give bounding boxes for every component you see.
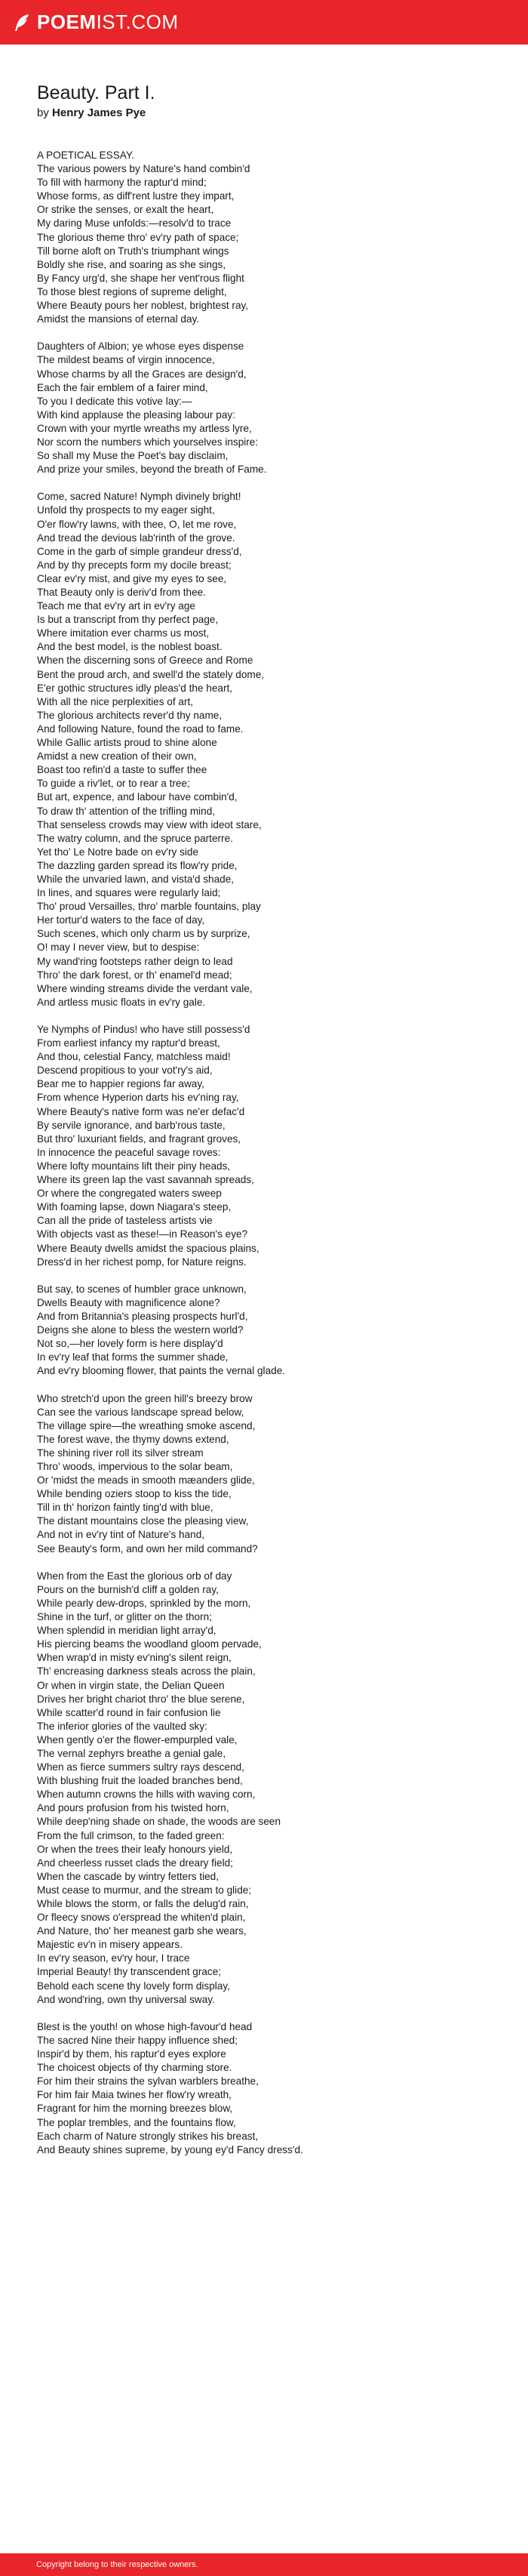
poem-line: But say, to scenes of humbler grace unknown, — [37, 1283, 247, 1295]
poem-line: And by thy precepts form my docile breast; — [37, 559, 232, 571]
poem-line: Or where the congregated waters sweep — [37, 1188, 222, 1200]
poem-line: Pours on the burnish'd cliff a golden ray, — [37, 1583, 219, 1595]
poem-line: Descend propitious to your vot'ry's aid, — [37, 1065, 213, 1077]
poem-line: While Gallic artists proud to shine alone — [37, 737, 217, 749]
poem-line: O'er flow'ry lawns, with thee, O, let me rove, — [37, 518, 237, 530]
poem-line: By Fancy urg'd, she shape her vent'rous flight — [37, 272, 244, 284]
poem-line: While pearly dew-drops, sprinkled by the morn, — [37, 1597, 251, 1609]
logo-text-light: IST.COM — [96, 11, 179, 33]
poem-line: That senseless crowds may view with ideot stare, — [37, 818, 262, 830]
poem-line: The choicest objects of thy charming store. — [37, 2062, 232, 2074]
poem-line: And pours profusion from his twisted horn, — [37, 1802, 229, 1814]
poem-line: In ev'ry season, ev'ry hour, I trace — [37, 1952, 190, 1964]
poem-line: When from the East the glorious orb of day — [37, 1570, 232, 1582]
poem-line: But art, expence, and labour have combin'd, — [37, 791, 238, 803]
poem-line: Till borne aloft on Truth's triumphant wings — [37, 245, 229, 257]
poem-line: With all the nice perplexities of art, — [37, 695, 194, 707]
poem-line: The forest wave, the thymy downs extend, — [37, 1433, 229, 1445]
poem-line: See Beauty's form, and own her mild command? — [37, 1542, 258, 1555]
poem-line: And thou, celestial Fancy, matchless maid! — [37, 1051, 231, 1063]
poem-line: Tho' proud Versailles, thro' marble fountains, play — [37, 901, 261, 913]
poem-line: The watry column, and the spruce parterre. — [37, 832, 233, 844]
poem-line: While scatter'd round in fair confusion lie — [37, 1706, 221, 1718]
poem-line: Drives her bright chariot thro' the blue serene, — [37, 1693, 245, 1705]
poem-line: Come, sacred Nature! Nymph divinely bright! — [37, 491, 241, 503]
poem-line: Where Beauty pours her noblest, brightest ray, — [37, 300, 249, 312]
poem-line: Boast too refin'd a taste to suffer thee — [37, 764, 207, 776]
poem-line: In lines, and squares were regularly laid; — [37, 887, 221, 899]
poem-line: Dwells Beauty with magnificence alone? — [37, 1296, 220, 1308]
poem-line: Where Beauty's native form was ne'er defac'd — [37, 1105, 245, 1117]
poem-line: The shining river roll its silver stream — [37, 1447, 204, 1459]
poem-line: And tread the devious lab'rinth of the grove. — [37, 532, 235, 544]
poem-line: Unfold thy prospects to my eager sight, — [37, 504, 215, 516]
poem-line: The glorious theme thro' ev'ry path of space; — [37, 231, 239, 243]
poem-line: Or strike the senses, or exalt the heart, — [37, 204, 214, 216]
logo-text-bold: POEM — [37, 11, 97, 33]
poem-line: The poplar trembles, and the fountains flow, — [37, 2116, 236, 2128]
poem-title: Beauty. Part I. — [37, 82, 155, 103]
poem-line: Daughters of Albion; ye whose eyes dispense — [37, 340, 244, 353]
poem-line: E'er gothic structures idly pleas'd the heart, — [37, 682, 233, 694]
poem-line: To you I dedicate this votive lay:— — [37, 395, 192, 407]
poem-line: Majestic ev'n in misery appears. — [37, 1939, 183, 1951]
poem-stanza — [37, 149, 505, 326]
poem-line: Fragrant for him the morning breezes blow, — [37, 2103, 233, 2115]
poem-line: The dazzling garden spread its flow'ry pride, — [37, 859, 238, 871]
copyright-text: Copyright belong to their respective owners. — [36, 2560, 198, 2569]
poem-line: And following Nature, found the road to fame. — [37, 723, 244, 735]
poem-line: The vernal zephyrs breathe a genial gale, — [37, 1747, 226, 1759]
poem-line: Boldly she rise, and soaring as she sings, — [37, 258, 226, 270]
byline — [37, 106, 505, 121]
poem-line: My wand'ring footsteps rather deign to lead — [37, 955, 233, 967]
poem-stanza — [37, 1570, 505, 2007]
poem-line: Where lofty mountains lift their piny heads, — [37, 1160, 231, 1172]
poem-line: While bending oziers stoop to kiss the tide, — [37, 1488, 232, 1500]
poem-line: Till in th' horizon faintly ting'd with blue, — [37, 1502, 213, 1514]
author-link[interactable]: Henry James Pye — [52, 106, 146, 119]
poem-line: Th' encreasing darkness steals across the plain, — [37, 1665, 256, 1678]
poem-line: Crown with your myrtle wreaths my artless lyre, — [37, 422, 252, 434]
poem-line: And from Britannia's pleasing prospects hurl'd, — [37, 1310, 248, 1322]
poem-line: Deigns she alone to bless the western world? — [37, 1324, 244, 1336]
poem-line: Where imitation ever charms us most, — [37, 627, 210, 639]
poem-line: His piercing beams the woodland gloom pervade, — [37, 1638, 262, 1650]
poem-line: Where Beauty dwells amidst the spacious plains, — [37, 1242, 259, 1254]
poem-line: And prize your smiles, beyond the breath of Fame. — [37, 464, 267, 476]
poem-line: Each charm of Nature strongly strikes his breast, — [37, 2130, 259, 2142]
poem-line: When gently o'er the flower-empurpled vale, — [37, 1733, 238, 1746]
poem-line: When splendid in meridian light array'd, — [37, 1625, 216, 1637]
poem-line: Yet tho' Le Notre bade on ev'ry side — [37, 846, 199, 858]
site-logo[interactable] — [12, 11, 179, 34]
top-bar — [0, 0, 528, 45]
poem-line: In innocence the peaceful savage roves: — [37, 1146, 221, 1158]
poem-line: To guide a riv'let, or to rear a tree; — [37, 778, 190, 790]
poem-line: Blest is the youth! on whose high-favour'd head — [37, 2020, 253, 2032]
poem-line: The distant mountains close the pleasing view, — [37, 1515, 249, 1527]
poem-line: Can see the various landscape spread below, — [37, 1406, 244, 1418]
poem-line: Such scenes, which only charm us by surprize, — [37, 928, 250, 940]
poem-line: While blows the storm, or falls the delug'd rain, — [37, 1898, 249, 1909]
by-label: by — [37, 106, 49, 119]
poem-line: And artless music floats in ev'ry gale. — [37, 996, 206, 1008]
poem-line: Nor scorn the numbers which yourselves inspire: — [37, 436, 259, 448]
poem-line: When the discerning sons of Greece and Rome — [37, 655, 253, 667]
poem-line: For him fair Maia twines her flow'ry wreath, — [37, 2089, 232, 2101]
poem-line: While deep'ning shade on shade, the woods are seen — [37, 1816, 281, 1828]
poem-line: Bent the proud arch, and swell'd the stately dome, — [37, 668, 265, 680]
poem-line: So shall my Muse the Poet's bay disclaim, — [37, 450, 229, 462]
poem-line: Or 'midst the meads in smooth mæanders glide, — [37, 1474, 255, 1487]
poem-line: When autumn crowns the hills with waving corn, — [37, 1789, 256, 1801]
poem-line: A POETICAL ESSAY. — [37, 149, 134, 161]
poem-stanza — [37, 1023, 505, 1269]
poem-line: Can all the pride of tasteless artists vie — [37, 1215, 213, 1227]
poem-line: And not in ev'ry tint of Nature's hand, — [37, 1529, 205, 1541]
feather-quill-icon — [12, 13, 32, 32]
poem-line: Not so,—her lovely form is here display'd — [37, 1338, 223, 1350]
poem-stanza — [37, 340, 505, 476]
poem-line: Teach me that ev'ry art in ev'ry age — [37, 600, 195, 612]
poem-line: And wond'ring, own thy universal sway. — [37, 1993, 215, 2005]
poem-line: O! may I never view, but to despise: — [37, 941, 200, 954]
poem-line: The sacred Nine their happy influence shed; — [37, 2034, 238, 2046]
poem-line: When as fierce summers sultry rays descend, — [37, 1761, 244, 1773]
poem-line: With blushing fruit the loaded branches bend, — [37, 1775, 243, 1787]
poem-line: Amidst a new creation of their own, — [37, 750, 197, 763]
poem-line: The village spire—the wreathing smoke ascend, — [37, 1419, 256, 1431]
poem-line: From earliest infancy my raptur'd breast, — [37, 1037, 220, 1049]
poem-line: Imperial Beauty! thy transcendent grace; — [37, 1966, 222, 1978]
poem-line: The inferior glories of the vaulted sky: — [37, 1720, 207, 1732]
poem-line: From the full crimson, to the faded green: — [37, 1829, 225, 1841]
poem-line: Or when the trees their leafy honours yield, — [37, 1843, 233, 1855]
poem-line: And Nature, tho' her meanest garb she wears, — [37, 1925, 247, 1937]
poem-line: Who stretch'd upon the green hill's breezy brow — [37, 1392, 253, 1404]
poem-line: From whence Hyperion darts his ev'ning ray, — [37, 1092, 239, 1104]
poem-line: When wrap'd in misty ev'ning's silent reign, — [37, 1652, 232, 1664]
poem-line: Dress'd in her richest pomp, for Nature reigns. — [37, 1256, 247, 1268]
poem-line: Or fleecy snows o'erspread the whiten'd plain, — [37, 1912, 246, 1924]
poem-line: With kind applause the pleasing labour pay: — [37, 408, 235, 421]
poem-stanza — [37, 1392, 505, 1556]
poem-line: Whose charms by all the Graces are design'd, — [37, 368, 247, 380]
footer-bar — [0, 2553, 528, 2576]
poem-line: Is but a transcript from thy perfect page, — [37, 614, 219, 626]
poem-line: And cheerless russet clads the dreary field; — [37, 1857, 233, 1869]
poem-body — [37, 149, 505, 2157]
poem-line: By servile ignorance, and barb'rous taste, — [37, 1119, 226, 1131]
poem-line: And Beauty shines supreme, by young ey'd Fancy dress'd. — [37, 2143, 303, 2155]
poem-line: Shine in the turf, or glitter on the thorn; — [37, 1611, 212, 1623]
poem-line: Must cease to murmur, and the stream to glide; — [37, 1884, 252, 1896]
poem-line: Clear ev'ry mist, and give my eyes to see, — [37, 572, 227, 584]
poem-line: Her tortur'd waters to the face of day, — [37, 914, 205, 926]
poem-line: With objects vast as these!—in Reason's eye? — [37, 1228, 248, 1240]
poem-line: Ye Nymphs of Pindus! who have still possess'd — [37, 1024, 250, 1035]
poem-line: Where winding streams divide the verdant vale, — [37, 982, 253, 994]
poem-line: But thro' luxuriant fields, and fragrant groves, — [37, 1132, 241, 1145]
poem-line: Each the fair emblem of a fairer mind, — [37, 381, 208, 393]
poem-line: The various powers by Nature's hand combin'd — [37, 163, 250, 175]
poem-line: When the cascade by wintry fetters tied, — [37, 1870, 219, 1882]
poem-line: My daring Muse unfolds:—resolv'd to trace — [37, 217, 232, 230]
poem-line: Bear me to happier regions far away, — [37, 1078, 204, 1090]
poem-line: In ev'ry leaf that forms the summer shade, — [37, 1351, 229, 1363]
poem-line: While the unvaried lawn, and vista'd shade, — [37, 873, 235, 885]
poem-line: Or when in virgin state, the Delian Queen — [37, 1679, 225, 1691]
poem-line: That Beauty only is deriv'd from thee. — [37, 587, 206, 598]
poem-line: To those blest regions of supreme delight, — [37, 285, 227, 297]
poem-line: And the best model, is the noblest boast. — [37, 641, 223, 653]
poem-line: Amidst the mansions of eternal day. — [37, 313, 200, 325]
poem-line: To draw th' attention of the trifling mind, — [37, 805, 216, 817]
poem-line: For him their strains the sylvan warblers breathe, — [37, 2075, 259, 2088]
poem-line: And ev'ry blooming flower, that paints the vernal glade. — [37, 1365, 286, 1377]
poem-stanza — [37, 2020, 505, 2157]
poem-line: Behold each scene thy lovely form display, — [37, 1980, 230, 1992]
poem-line: To fill with harmony the raptur'd mind; — [37, 177, 207, 189]
poem-content — [37, 82, 505, 2171]
poem-line: The mildest beams of virgin innocence, — [37, 354, 215, 366]
poem-stanza — [37, 490, 505, 1009]
poem-line: Thro' woods, impervious to the solar beam, — [37, 1461, 233, 1472]
poem-line: With foaming lapse, down Niagara's steep, — [37, 1201, 232, 1213]
poem-line: Come in the garb of simple grandeur dress'd, — [37, 545, 242, 557]
poem-line: Where its green lap the vast savannah spreads, — [37, 1174, 254, 1186]
poem-line: Inspir'd by them, his raptur'd eyes explore — [37, 2048, 226, 2060]
poem-line: Thro' the dark forest, or th' enamel'd mead; — [37, 969, 232, 981]
poem-line: Whose forms, as diff'rent lustre they impart, — [37, 190, 235, 202]
poem-stanza — [37, 1283, 505, 1379]
poem-line: The glorious architects rever'd thy name, — [37, 709, 223, 721]
